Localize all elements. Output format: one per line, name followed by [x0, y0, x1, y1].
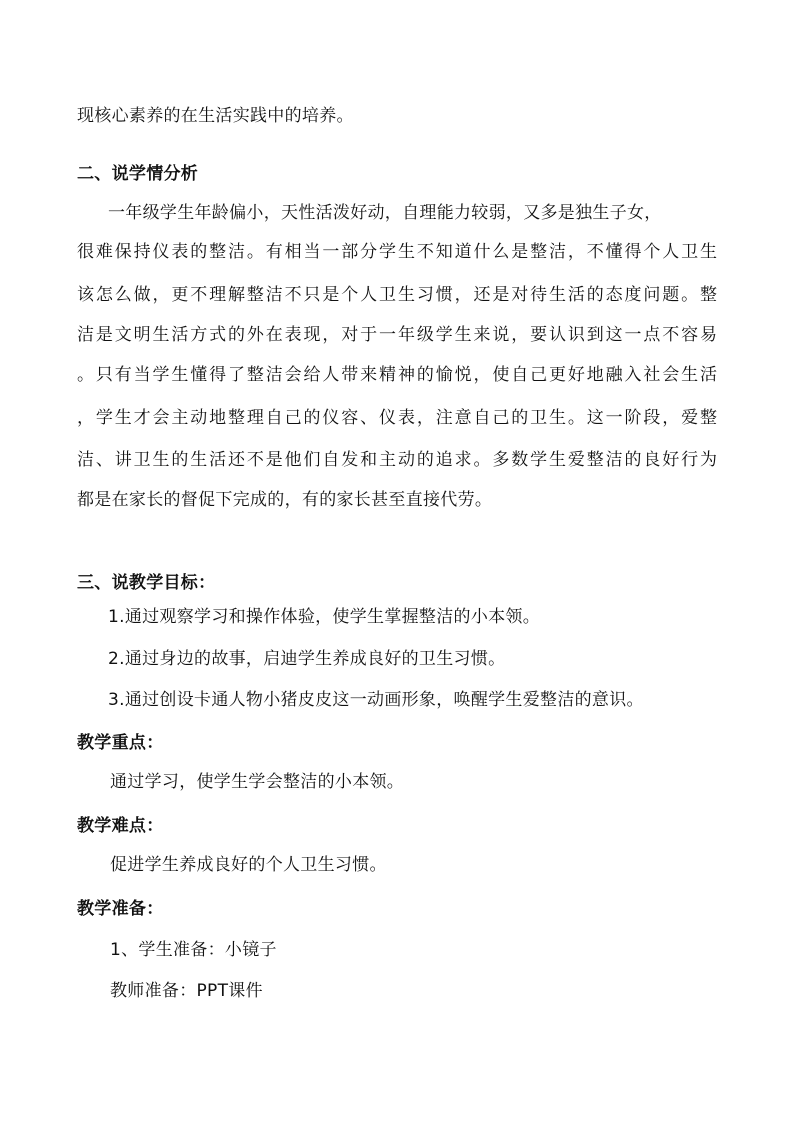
intro-tail-line: 现核心素养的在生活实践中的培养。 — [77, 106, 354, 126]
goal-item-3: 3.通过创设卡通人物小猪皮皮这一动画形象，唤醒学生爱整洁的意识。 — [108, 690, 644, 710]
section2-line-2: 很难保持仪表的整洁。有相当一部分学生不知道什么是整洁，不懂得个人卫生 — [77, 242, 717, 262]
section2-line-3: 该怎么做，更不理解整洁不只是个人卫生习惯，还是对待生活的态度问题。整 — [77, 285, 717, 305]
difficulty-heading: 教学难点： — [77, 816, 164, 836]
preparation-heading: 教学准备： — [77, 899, 164, 919]
section2-line-1: 一年级学生年龄偏小，天性活泼好动，自理能力较弱，又多是独生子女， — [108, 203, 662, 223]
goal-item-1: 1.通过观察学习和操作体验，使学生掌握整洁的小本领。 — [108, 607, 541, 627]
key-point-text: 通过学习，使学生学会整洁的小本领。 — [110, 772, 405, 792]
section2-line-6: ，学生才会主动地整理自己的仪容、仪表，注意自己的卫生。这一阶段，爱整 — [77, 408, 717, 428]
section2-line-4: 洁是文明生活方式的外在表现，对于一年级学生来说，要认识到这一点不容易 — [77, 325, 717, 345]
section2-line-7: 洁、讲卫生的生活还不是他们自发和主动的追求。多数学生爱整洁的良好行为 — [77, 450, 717, 470]
goal-item-2: 2.通过身边的故事，启迪学生养成良好的卫生习惯。 — [108, 649, 506, 669]
section3-heading: 三、说教学目标： — [77, 573, 216, 593]
key-point-heading: 教学重点： — [77, 733, 164, 753]
section2-line-5: 。只有当学生懂得了整洁会给人带来精神的愉悦，使自己更好地融入社会生活 — [77, 365, 717, 385]
section2-heading: 二、说学情分析 — [77, 164, 199, 184]
teacher-preparation: 教师准备：PPT课件 — [110, 981, 263, 1001]
section2-line-8: 都是在家长的督促下完成的，有的家长甚至直接代劳。 — [77, 490, 493, 510]
difficulty-text: 促进学生养成良好的个人卫生习惯。 — [110, 855, 387, 875]
student-preparation: 1、学生准备：小镜子 — [110, 940, 277, 960]
